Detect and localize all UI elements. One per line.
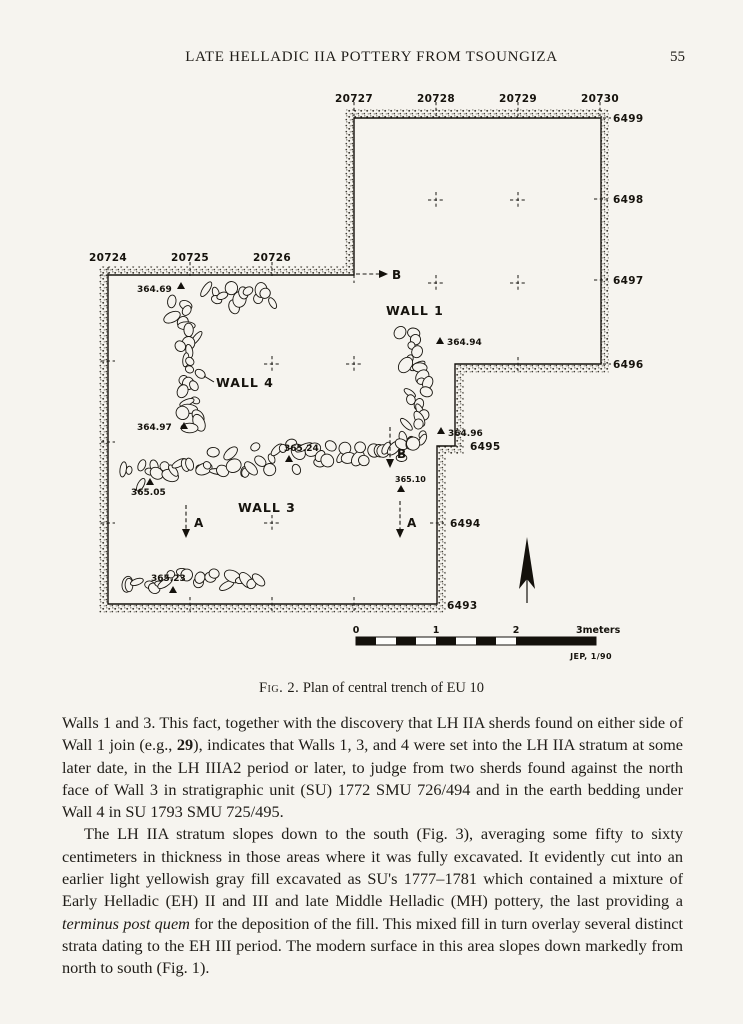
elevation-label: 365.23: [151, 574, 186, 584]
stone: [184, 323, 194, 337]
scale-tick-label: 2: [512, 625, 520, 636]
text-run: Walls 1 and 3. This fact, together with the discovery that LH IIA sherds found on either side of Wall 1 join (e.g.,: [62, 713, 683, 755]
scale-bar-segment: [476, 637, 496, 645]
section-label-a-left: A: [194, 516, 204, 530]
grid-label: 20724: [88, 252, 128, 264]
grid-label: 20728: [416, 93, 456, 105]
scale-tick-label: 3meters: [576, 625, 621, 636]
page-header: [0, 49, 743, 66]
scale-tick-label: 1: [432, 625, 440, 636]
elevation-label: 364.97: [137, 423, 172, 433]
section-label-a-right: A: [407, 516, 417, 530]
plan-figure: [0, 85, 743, 665]
paragraph: [62, 823, 683, 979]
scale-bar-segment: [356, 637, 376, 645]
figure-caption: [0, 680, 743, 697]
grid-label: 6496: [613, 359, 644, 371]
text-run: The LH IIA stratum slopes down to the south (Fig. 3), averaging some fifty to sixty centimeters in thickness in those areas where it was fully excavated. It evidently cut into an earlier light yellowish gray fill excavated as SU's 1777–1781 which contained a mixture of Early Helladic (EH) II and III and late Middle Helladic (MH) pottery, the last providing a: [62, 824, 683, 911]
scale-tick-label: 0: [352, 625, 360, 636]
grid-label: 6499: [613, 113, 644, 125]
wall1-label: WALL 1: [386, 303, 444, 318]
caption-text: Plan of central trench of EU 10: [302, 680, 485, 696]
grid-label: 6495: [470, 441, 501, 453]
elevation-label: 365.05: [131, 488, 166, 498]
grid-label: 20726: [252, 252, 292, 264]
grid-label: 6493: [447, 600, 478, 612]
grid-label: 20729: [498, 93, 538, 105]
stone: [126, 466, 133, 475]
elevation-label: 364.96: [448, 429, 483, 439]
scale-bar-segment: [436, 637, 456, 645]
grid-label: 6494: [450, 518, 481, 530]
section-label-b-top: B: [392, 268, 402, 282]
section-label-b-bottom: B: [397, 447, 407, 461]
page-number: 55: [670, 49, 685, 65]
grid-label: 20730: [580, 93, 620, 105]
grid-label: 20725: [170, 252, 210, 264]
wall4-label: WALL 4: [216, 375, 274, 390]
figure-area: [0, 85, 743, 665]
trench-outline: [108, 118, 601, 604]
elevation-label: 365.10: [395, 475, 426, 484]
running-head: LATE HELLADIC IIA POTTERY FROM TSOUNGIZA: [185, 49, 558, 65]
grid-label: 20727: [334, 93, 374, 105]
scale-bar-segment: [396, 637, 416, 645]
elevation-label: 364.94: [447, 338, 482, 348]
wall3-label: WALL 3: [238, 500, 296, 515]
elevation-label: 365.24: [284, 444, 319, 454]
text-run: for the deposition of the fill. This mixed fill in turn overlay several distinct strata dating to the EH III period. The modern surface in this area slopes down markedly from north to south (Fig. 1).: [62, 913, 683, 978]
paragraph: [62, 712, 683, 823]
body-text: [62, 712, 683, 980]
stone: [207, 447, 219, 457]
grid-label: 6498: [613, 194, 644, 206]
bold-catalogue-ref: 29: [176, 735, 194, 755]
stone: [414, 419, 424, 430]
text-run: ), indicates that Walls 1, 3, and 4 were set into the LH IIA stratum at some later date, in the LH IIIA2 period or later, to judge from two sherds found against the north face of Wall 3 in stratigraphic unit (SU) 1772 SMU 726/494 and in the earth bedding under Wall 4 in SU 1793 SMU 725/495.: [62, 735, 683, 822]
scale-bar-segment: [516, 637, 596, 645]
drafter-credit: JEP, 1/90: [570, 652, 612, 661]
elevation-label: 364.69: [137, 285, 172, 295]
caption-label: Fig. 2.: [258, 680, 300, 696]
italic-phrase: terminus post quem: [62, 913, 190, 933]
grid-label: 6497: [613, 275, 644, 287]
